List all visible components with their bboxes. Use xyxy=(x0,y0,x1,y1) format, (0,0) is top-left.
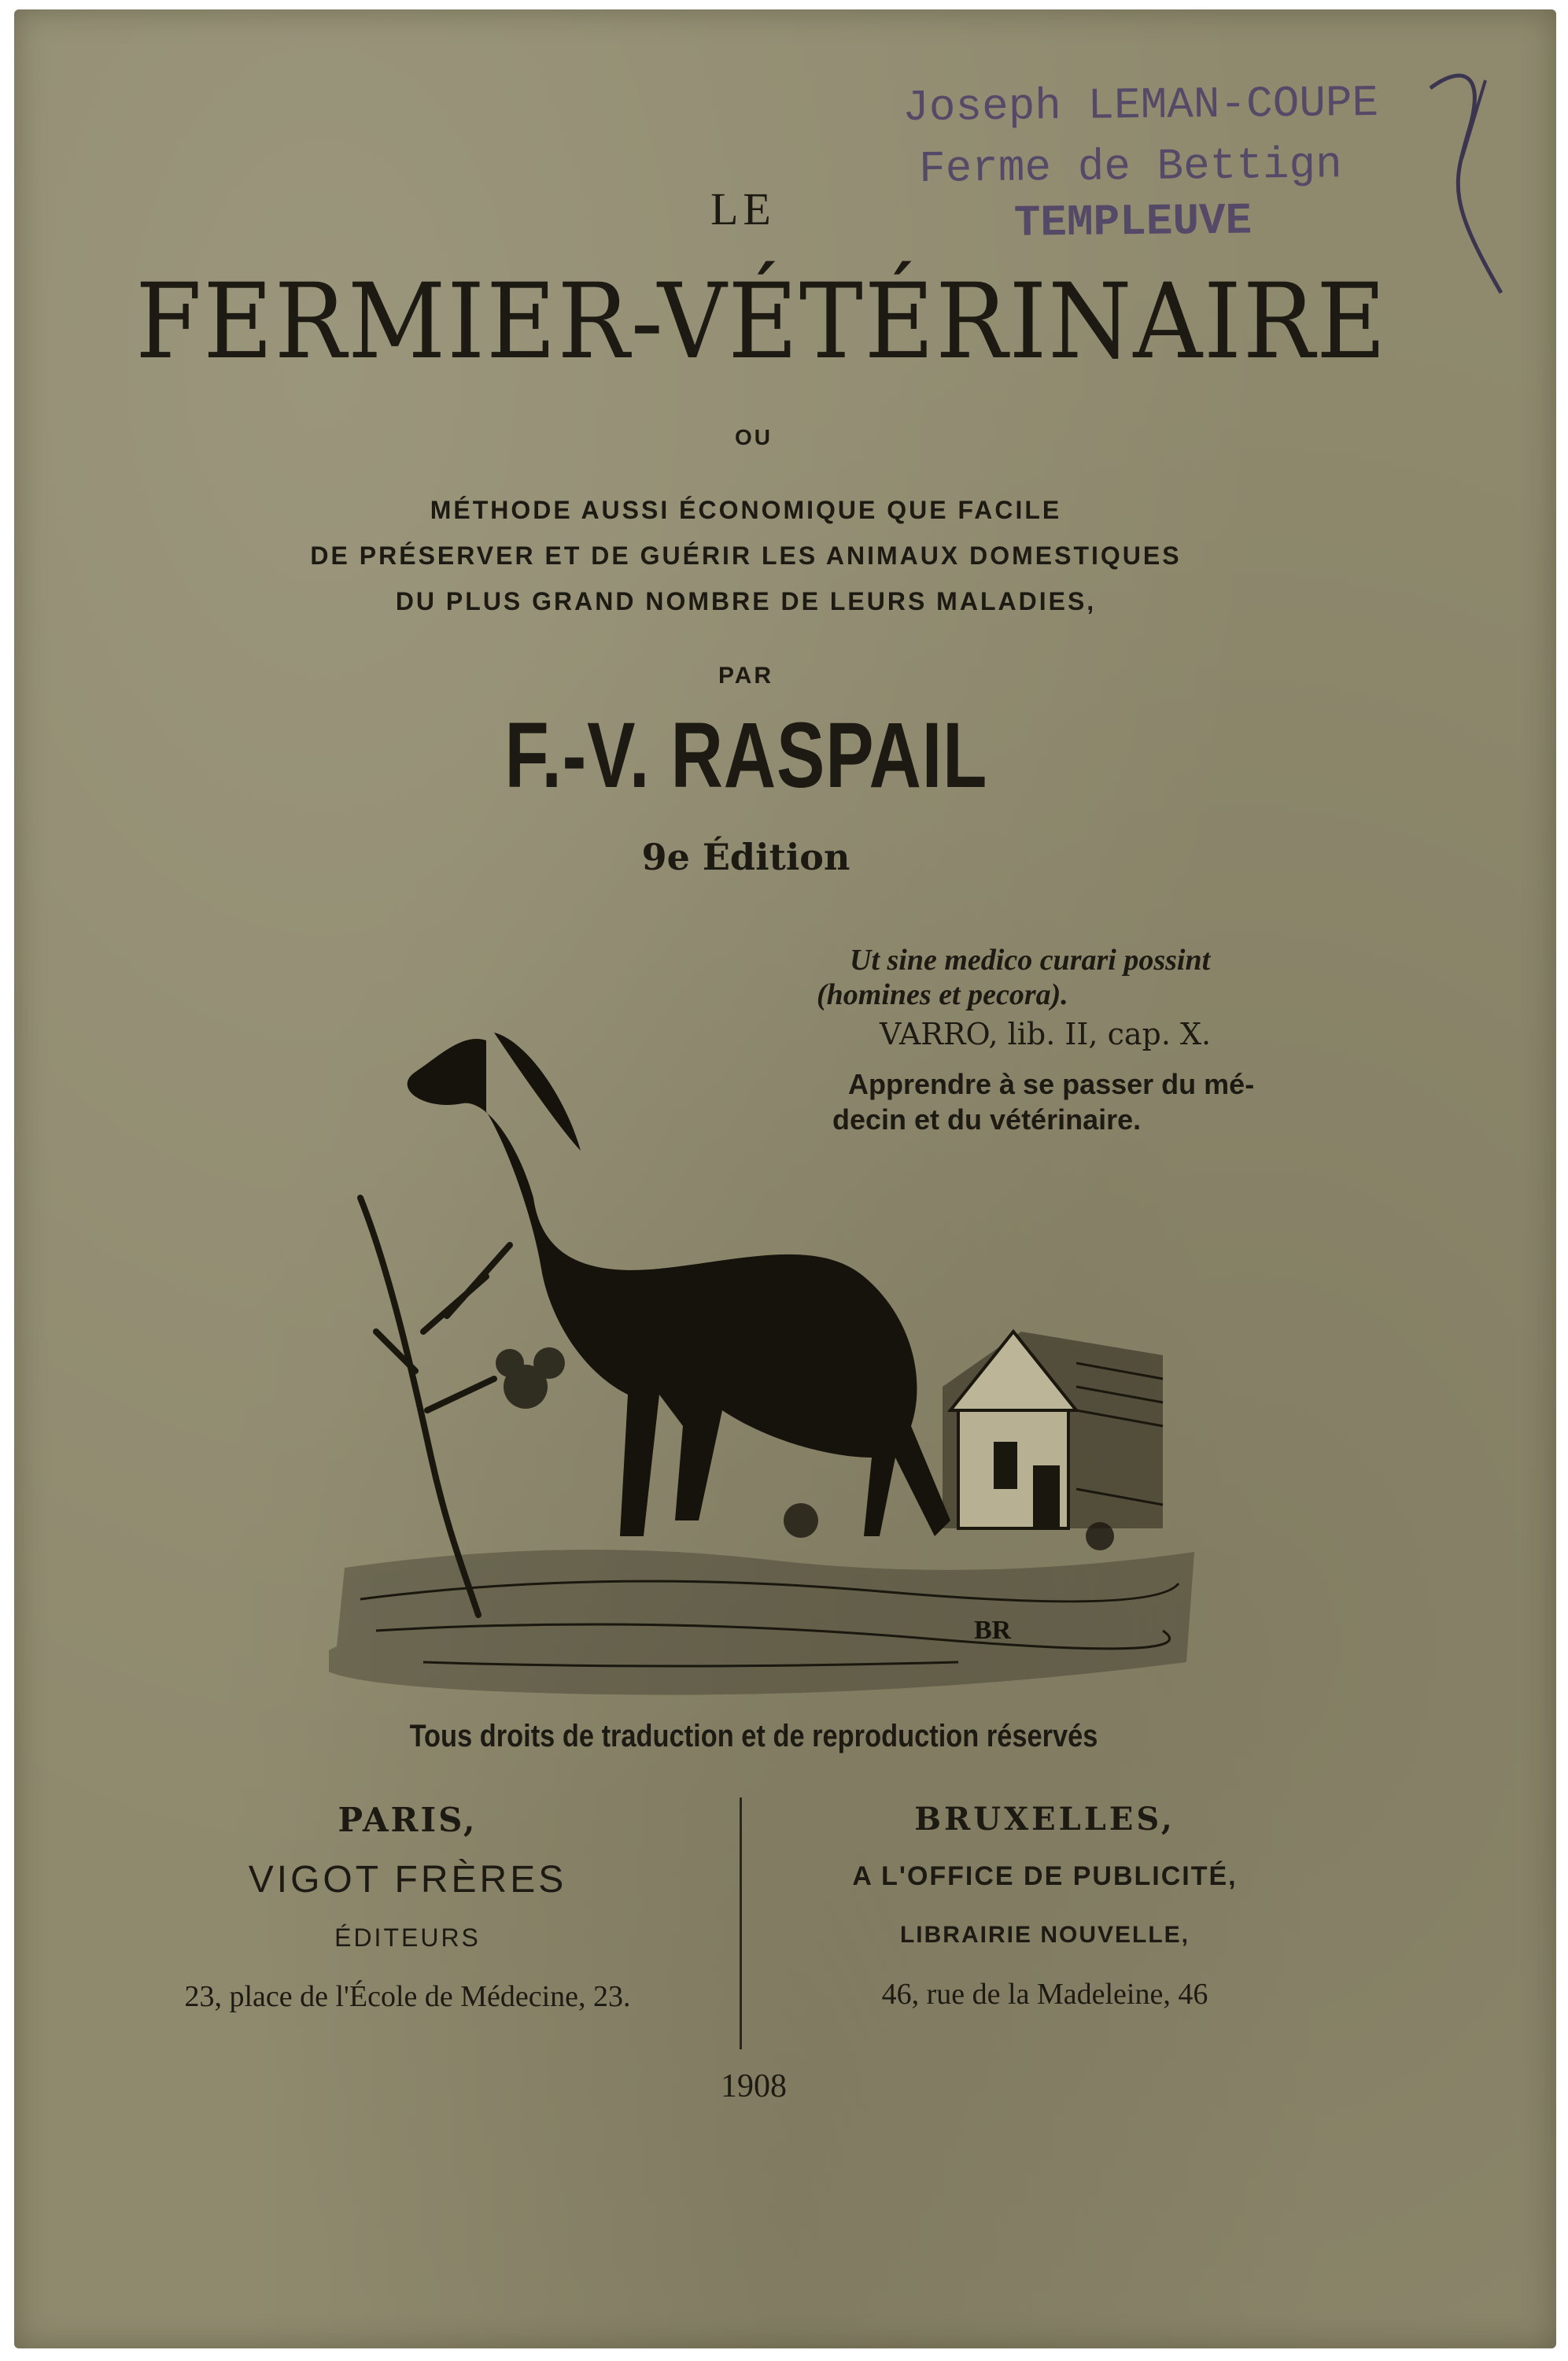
publisher-right-line-1: A L'OFFICE DE PUBLICITÉ, xyxy=(852,1861,1238,1891)
edition-label: 9e Édition xyxy=(641,836,850,878)
stamp-line-2: Ferme de Bettign xyxy=(918,139,1343,194)
title-le: LE xyxy=(710,183,776,235)
subtitle-line-3: DU PLUS GRAND NOMBRE DE LEURS MALADIES, xyxy=(395,587,1097,615)
epigraph-french-2: decin et du vétérinaire. xyxy=(832,1103,1142,1136)
rights-notice: Tous droits de traduction et de reproduction réservés xyxy=(409,1719,1098,1753)
epigraph-french-1: Apprendre à se passer du mé- xyxy=(848,1068,1255,1100)
publication-year: 1908 xyxy=(721,2068,787,2104)
publisher-right-city: BRUXELLES, xyxy=(914,1801,1175,1838)
subtitle-line-1: MÉTHODE AUSSI ÉCONOMIQUE QUE FACILE xyxy=(430,496,1062,524)
epigraph-latin-2: (homines et pecora). xyxy=(817,978,1068,1011)
by-label: PAR xyxy=(718,663,774,689)
title-or: OU xyxy=(735,425,773,449)
title-main: FERMIER-VÉTÉRINAIRE xyxy=(135,261,1388,382)
epigraph-latin-1: Ut sine medico curari possint xyxy=(850,944,1211,977)
publisher-left-role: ÉDITEURS xyxy=(334,1923,481,1952)
stamp-line-1: Joseph LEMAN-COUPE xyxy=(902,77,1379,134)
publisher-divider xyxy=(740,1798,742,2049)
subtitle-line-2: DE PRÉSERVER ET DE GUÉRIR LES ANIMAUX DOMESTIQUES xyxy=(310,541,1182,570)
publisher-left-name: VIGOT FRÈRES xyxy=(248,1859,567,1901)
author-name: F.-V. RASPAIL xyxy=(504,704,987,807)
engraver-signature: BR xyxy=(974,1616,1012,1645)
publisher-left-address: 23, place de l'École de Médecine, 23. xyxy=(184,1980,631,2013)
book-cover xyxy=(14,9,1556,2348)
horse-engraving-icon xyxy=(329,1017,1202,1709)
publisher-right-address: 46, rue de la Madeleine, 46 xyxy=(881,1978,1208,2011)
publisher-left-city: PARIS, xyxy=(338,1801,478,1839)
owner-stamp xyxy=(902,78,1380,249)
stamp-line-3: TEMPLEUVE xyxy=(1013,195,1253,249)
epigraph-source: VARRO, lib. II, cap. X. xyxy=(880,1017,1212,1051)
publisher-right-line-2: LIBRAIRIE NOUVELLE, xyxy=(899,1922,1190,1948)
